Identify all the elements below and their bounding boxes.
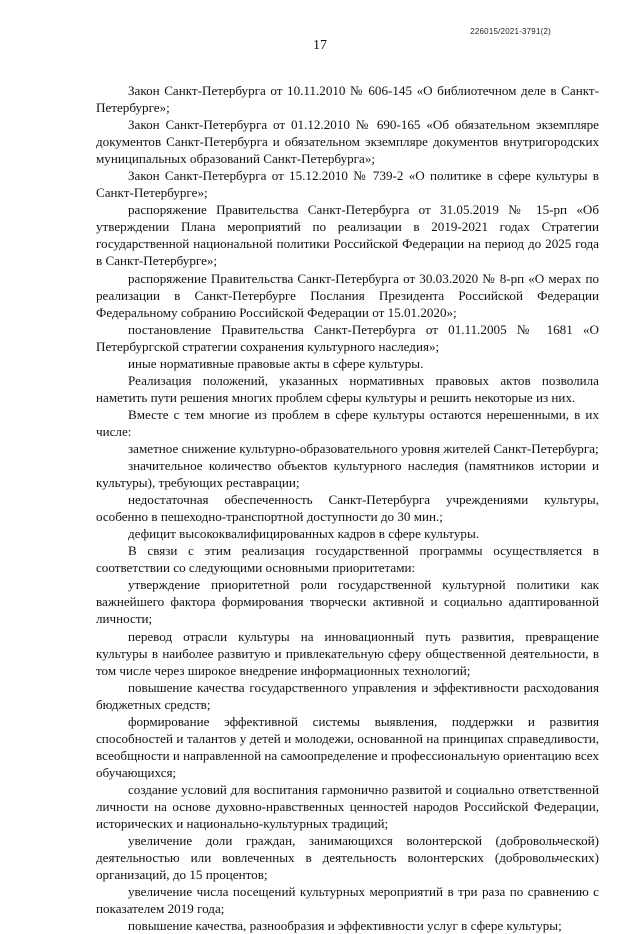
document-body — [96, 82, 599, 934]
paragraph-problem-staff: дефицит высококвалифицированных кадров в сфере культуры. — [128, 526, 480, 542]
paragraph-order-15-rp: распоряжение Правительства Санкт-Петербурга от 31.05.2019 № 15-рп «Об утверждении Плана мероприятий по реализации в 2019-2021 годах Стратегии государственной национальной политики Российской Федерации на период до 2025 года в Санкт-Петербурге»; — [96, 202, 599, 269]
paragraph-priorities-intro: В связи с этим реализация государственной программы осуществляется в соответствии со следующими основными приоритетами: — [96, 543, 599, 576]
paragraph-problem-institutions: недостаточная обеспеченность Санкт-Петербурга учреждениями культуры, особенно в пешеходно-транспортной доступности до 30 мин.; — [96, 492, 599, 525]
paragraph-unsolved-problems: Вместе с тем многие из проблем в сфере культуры остаются нерешенными, в их числе: — [96, 406, 599, 439]
paragraph-priority-management: повышение качества государственного управления и эффективности расходования бюджетных средств; — [96, 679, 599, 712]
paragraph-priority-personality: создание условий для воспитания гармонично развитой и социально ответственной личности на основе духовно-нравственных ценностей народов Российской Федерации, исторических и национально-культурных традиций; — [96, 781, 599, 832]
paragraph-problem-education-level: заметное снижение культурно-образовательного уровня жителей Санкт-Петербурга; — [128, 440, 599, 456]
paragraph-implementation: Реализация положений, указанных нормативных правовых актов позволила наметить пути решения многих проблем сферы культуры и решить некоторые из них. — [96, 372, 599, 405]
page-number: 17 — [313, 38, 327, 53]
paragraph-priority-innovation: перевод отрасли культуры на инновационный путь развития, превращение культуры в наиболее развитую и привлекательную сферу общественной деятельности, в том числе через широкое внедрение информационных технологий; — [96, 628, 599, 678]
paragraph-priority-visits: увеличение числа посещений культурных мероприятий в три раза по сравнению с показателем 2019 года; — [96, 884, 599, 917]
paragraph-law-library: Закон Санкт-Петербурга от 10.11.2010 № 606-145 «О библиотечном деле в Санкт-Петербурге»; — [96, 83, 599, 116]
paragraph-priority-policy-role: утверждение приоритетной роли государственной культурной политики как важнейшего фактора формирования творчески активной и социально адаптированной личности; — [96, 577, 599, 627]
paragraph-priority-services: повышение качества, разнообразия и эффективности услуг в сфере культуры; — [128, 918, 562, 934]
paragraph-problem-heritage: значительное количество объектов культурного наследия (памятников истории и культуры), требующих реставрации; — [96, 458, 599, 491]
paragraph-other-acts: иные нормативные правовые акты в сфере культуры. — [128, 355, 424, 371]
paragraph-priority-volunteers: увеличение доли граждан, занимающихся волонтерской (добровольческой) деятельностью или вовлеченных в деятельность волонтерских (добровольческих) организаций, до 15 процентов; — [96, 833, 599, 883]
paragraph-law-culture-policy: Закон Санкт-Петербурга от 15.12.2010 № 739-2 «О политике в сфере культуры в Санкт-Петербурге»; — [96, 168, 599, 201]
paragraph-law-mandatory-copy: Закон Санкт-Петербурга от 01.12.2010 № 690-165 «Об обязательном экземпляре документов Санкт-Петербурга и обязательном экземпляре документов внутригородских муниципальных образований Санкт-Петербурга»; — [96, 117, 599, 167]
document-id: 226015/2021-3791(2) — [470, 27, 551, 36]
paragraph-order-8-rp: распоряжение Правительства Санкт-Петербурга от 30.03.2020 № 8-рп «О мерах по реализации в Санкт-Петербурге Послания Президента Российской Федерации Федеральному собранию Российской Федерации от 15.01.2020»; — [96, 270, 599, 320]
paragraph-resolution-1681: постановление Правительства Санкт-Петербурга от 01.11.2005 № 1681 «О Петербургской стратегии сохранения культурного наследия»; — [96, 321, 599, 354]
paragraph-priority-talents: формирование эффективной системы выявления, поддержки и развития способностей и талантов у детей и молодежи, основанной на принципах справедливости, всеобщности и направленной на самоопределение и профессиональную ориентацию всех обучающихся; — [96, 713, 599, 780]
